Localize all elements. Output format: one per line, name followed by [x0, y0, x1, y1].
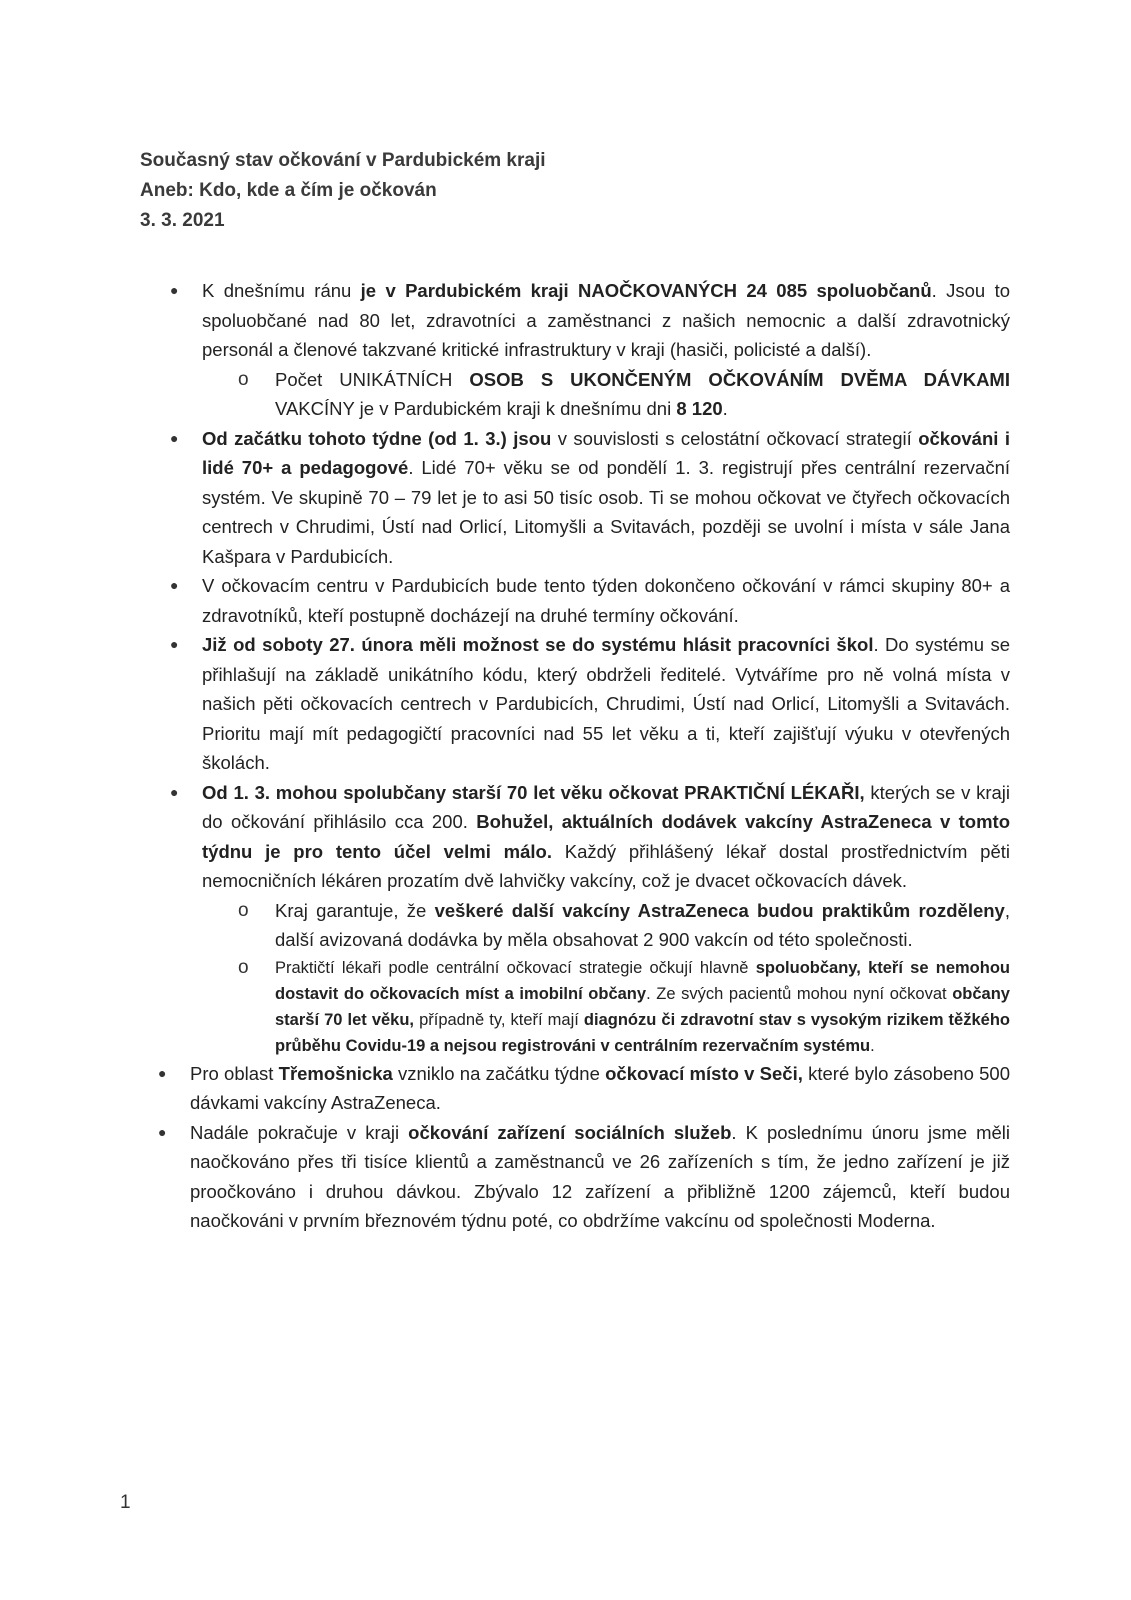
bullet-icon: ●: [158, 1064, 167, 1081]
heading-subtitle: Aneb: Kdo, kde a čím je očkován: [140, 180, 437, 201]
page-number: 1: [120, 1492, 131, 1513]
bullet-icon: ●: [170, 577, 179, 593]
circle-bullet-icon: o: [238, 899, 249, 921]
list-item: ● V očkovacím centru v Pardubicích bude tento týden dokončeno očkování v rámci skupiny 80+ a zdravotníků, kteří postupně docházejí na druhé termíny očkování.: [150, 571, 1010, 630]
sub-list-item: o Praktičtí lékaři podle centrální očkovací strategie očkují hlavně spoluobčany, kteří se nemohou dostavit do očkovacích míst a imobilní občany. Ze svých pacientů mohou nyní očkovat občany starší 70 let věku, případně ty, kteří mají diagnózu či zdravotní stav s vysokým rizikem těžkého průběhu Covidu-19 a nejsou registrováni v centrálním rezervačním systému.: [238, 956, 1011, 1055]
list-item: ● Od začátku tohoto týdne (od 1. 3.) jsou v souvislosti s celostátní očkovací strategií očkováni i lidé 70+ a pedagogové. Lidé 70+ věku se od pondělí 1. 3. registrují přes centrální rezervační systém. Ve skupině 70 – 79 let je to asi 50 tisíc osob. Ti se mohou očkovat ve čtyřech očkovacích centrech v Chrudimi, Ústí nad Orlicí, Litomyšli a Svitavách, později se uvolní i místa v sále Jana Kašpara v Pardubicích.: [150, 424, 1010, 572]
bullet-icon: ●: [170, 636, 179, 652]
sub-list-item: o Kraj garantuje, že veškeré další vakcíny AstraZeneca budou praktikům rozděleny, další avizovaná dodávka by měla obsahovat 2 900 vakcín od této společnosti.: [150, 896, 1010, 955]
bullet-icon: ●: [170, 429, 179, 446]
list-item: ● Již od soboty 27. února měli možnost se do systému hlásit pracovníci škol. Do systému se přihlašují na základě unikátního kódu, který obdrželi ředitelé. Vytváříme pro ně volná místa v našich pěti očkovacích centrech v Pardubicích, Chrudimi, Ústí nad Orlicí, Litomyšli a Svitavách. Prioritu mají mít pedagogičtí pracovníci nad 55 let věku a ti, kteří zajišťují výuku v otevřených školách.: [150, 630, 1010, 778]
list-item: ● Od 1. 3. mohou spolubčany starší 70 let věku očkovat PRAKTIČNÍ LÉKAŘI, kterých se v kraji do očkování přihlásilo cca 200. Bohužel, aktuálních dodávek vakcíny AstraZeneca v tomto týdnu je pro tento účel velmi málo. Každý přihlášený lékař dostal prostřednictvím pěti nemocničních lékáren prozatím dvě lahvičky vakcíny, což je dvacet očkovacích dávek.: [150, 778, 1010, 896]
circle-bullet-icon: o: [238, 956, 249, 978]
document-heading: [140, 146, 546, 236]
bullet-icon: ●: [170, 282, 179, 298]
heading-date: 3. 3. 2021: [140, 210, 225, 231]
list-item: ● K dnešnímu ránu je v Pardubickém kraji NAOČKOVANÝCH 24 085 spoluobčanů. Jsou to spoluobčané nad 80 let, zdravotníci a zaměstnanci z našich nemocnic a další zdravotnický personál a členové takzvané kritické infrastruktury v kraji (hasiči, policisté a další).: [150, 276, 1010, 365]
list-item: ● Pro oblast Třemošnicka vzniklo na začátku týdne očkovací místo v Seči, které bylo zásobeno 500 dávkami vakcíny AstraZeneca.: [138, 1059, 1010, 1118]
heading-title: Současný stav očkování v Pardubickém kraji: [140, 150, 546, 171]
circle-bullet-icon: o: [238, 368, 249, 390]
bullet-icon: ●: [170, 783, 179, 800]
sub-list-item: o Počet UNIKÁTNÍCH OSOB S UKONČENÝM OČKOVÁNÍM DVĚMA DÁVKAMI VAKCÍNY je v Pardubickém kraji k dnešnímu dni 8 120.: [150, 365, 1010, 424]
bullet-list: [150, 276, 1010, 1236]
list-item: ● Nadále pokračuje v kraji očkování zařízení sociálních služeb. K poslednímu únoru jsme měli naočkováno přes tři tisíce klientů a zaměstnanců ve 26 zařízeních s tím, že jedno zařízení je již proočkováno i druhou dávkou. Zbývalo 12 zařízení a přibližně 1200 zájemců, kteří budou naočkováni v prvním březnovém týdnu poté, co obdržíme vakcínu od společnosti Moderna.: [138, 1118, 1010, 1236]
bullet-icon: ●: [158, 1123, 167, 1140]
